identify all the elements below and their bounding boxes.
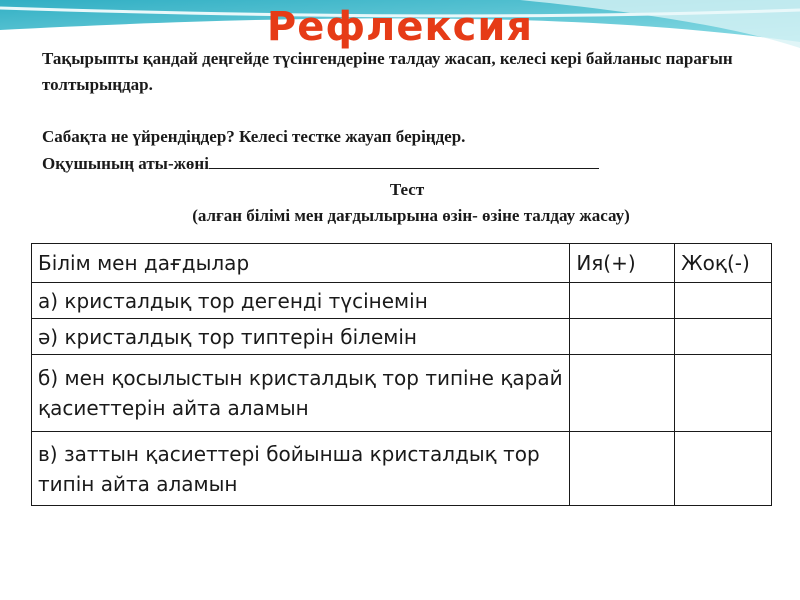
no-cell[interactable] bbox=[675, 283, 772, 319]
no-cell[interactable] bbox=[675, 355, 772, 432]
table-header-row bbox=[32, 244, 772, 283]
skill-cell: б) мен қосылыстын кристалдық тор типіне қарай қасиеттерін айта аламын bbox=[32, 355, 570, 432]
skill-cell: а) кристалдық тор дегенді түсінемін bbox=[32, 283, 570, 319]
skill-cell: ә) кристалдық тор типтерін білемін bbox=[32, 319, 570, 355]
page-title: Рефлексия bbox=[266, 4, 534, 50]
table-row bbox=[32, 283, 772, 319]
skill-cell: в) заттын қасиеттері бойынша кристалдық тор типін айта аламын bbox=[32, 432, 570, 506]
student-name-label: Оқушының аты-жөні bbox=[42, 154, 209, 173]
no-cell[interactable] bbox=[675, 432, 772, 506]
table-row bbox=[32, 355, 772, 432]
instructions-block bbox=[42, 46, 772, 229]
test-heading: Тест bbox=[389, 180, 425, 199]
header-no: Жоқ(-) bbox=[675, 244, 772, 283]
table-row bbox=[32, 319, 772, 355]
test-subheading: (алған білімі мен дағдылырына өзін- өзіне талдау жасау) bbox=[192, 206, 630, 225]
yes-cell[interactable] bbox=[570, 355, 675, 432]
self-assessment-table bbox=[31, 243, 772, 506]
header-skills: Білім мен дағдылар bbox=[32, 244, 570, 283]
student-name-blank[interactable] bbox=[209, 150, 599, 169]
instruction-text: Тақырыпты қандай деңгейде түсінгендеріне талдау жасап, келесі кері байланыс парағын толтырыңдар. bbox=[42, 49, 733, 94]
header-yes: Ия(+) bbox=[570, 244, 675, 283]
table-row bbox=[32, 432, 772, 506]
no-cell[interactable] bbox=[675, 319, 772, 355]
yes-cell[interactable] bbox=[570, 319, 675, 355]
yes-cell[interactable] bbox=[570, 283, 675, 319]
yes-cell[interactable] bbox=[570, 432, 675, 506]
student-name-line bbox=[42, 150, 772, 177]
question-text: Сабақта не үйрендіңдер? Келесі тестке жауап беріңдер. bbox=[42, 127, 466, 146]
